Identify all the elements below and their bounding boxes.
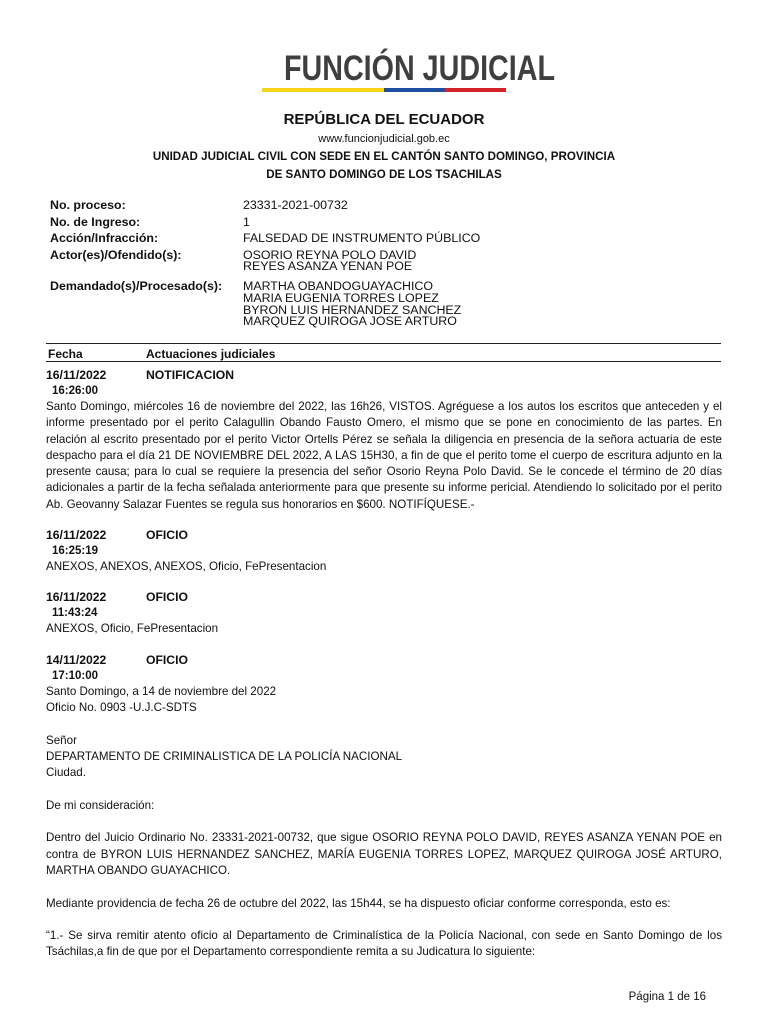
entry-type: OFICIO: [146, 652, 188, 667]
entry-header: [46, 368, 722, 383]
ingreso-value: 1: [243, 214, 250, 229]
demandado-name: BYRON LUIS HERNANDEZ SANCHEZ: [243, 302, 462, 317]
entry-body: [46, 559, 722, 575]
entry-type: OFICIO: [146, 528, 188, 543]
logo-text: FUNCIÓN JUDICIAL: [283, 49, 556, 88]
proceso-label: No. proceso:: [50, 198, 126, 212]
entry-paragraph: Oficio No. 0903 -U.J.C-SDTS: [46, 700, 197, 714]
funcion-judicial-logo: [262, 49, 556, 92]
republic-title: REPÚBLICA DEL ECUADOR: [283, 111, 485, 128]
col-actuaciones: Actuaciones judiciales: [146, 347, 276, 361]
entry-paragraph: Señor: [46, 733, 77, 747]
proceso-value: 23331-2021-00732: [243, 198, 348, 212]
flag-red: [445, 88, 506, 92]
entry-body: [46, 684, 722, 961]
entry-date: 16/11/2022: [46, 528, 107, 543]
page-number: Página 1 de 16: [628, 991, 706, 1003]
entry-date: 16/11/2022: [46, 368, 107, 382]
actuacion-entry: [46, 528, 722, 575]
actor-name: OSORIO REYNA POLO DAVID: [243, 247, 417, 262]
entry-time: 11:43:24: [52, 607, 98, 620]
website-url: www.funcionjudicial.gob.ec: [318, 133, 450, 145]
demandados-list: [243, 278, 461, 328]
actor-name: REYES ASANZA YENAN POE: [243, 259, 413, 274]
entry-paragraph: Santo Domingo, a 14 de noviembre del 2022: [46, 684, 277, 698]
entry-paragraph: De mi consideración:: [46, 798, 155, 812]
entry-header: [46, 590, 722, 605]
actor-row: [50, 247, 730, 274]
case-info: [50, 197, 730, 328]
entry-header: [46, 528, 722, 543]
entry-body: [46, 621, 722, 637]
actuacion-entry: [46, 590, 722, 637]
demandado-name: MARTHA OBANDOGUAYACHICO: [243, 279, 434, 294]
ingreso-label: No. de Ingreso:: [50, 214, 141, 229]
entry-time: 16:25:19: [52, 545, 99, 558]
flag-yellow: [262, 88, 384, 92]
entry-time: 17:10:00: [52, 669, 99, 682]
entry-paragraph: DEPARTAMENTO DE CRIMINALISTICA DE LA POLICÍA NACIONAL: [46, 749, 403, 763]
entry-paragraph: “1.- Se sirva remitir atento oficio al Departamento de Criminalística de la Policía Nacional, con sede en Santo Domingo de los Tsáchilas,a fin de que por el Departamento correspondiente remita a su Judicatura lo siguiente:: [46, 929, 722, 959]
demandado-row: [50, 278, 730, 328]
accion-label: Acción/Infracción:: [50, 231, 159, 245]
entry-header: [46, 653, 722, 668]
flag-stripe: [262, 88, 506, 92]
actors-list: [243, 247, 416, 274]
entry-paragraph: Dentro del Juicio Ordinario No. 23331-2021-00732, que sigue OSORIO REYNA POLO DAVID, REYES ASANZA YENAN POE en contra de BYRON LUIS HERNANDEZ SANCHEZ, MARÍA EUGENIA TORRES LOPEZ, MARQUEZ QUIROGA JOSÉ ARTURO, MARTHA OBANDO GUAYACHICO.: [46, 831, 722, 877]
actor-label: Actor(es)/Ofendido(s):: [50, 247, 182, 262]
proceso-row: [50, 197, 730, 214]
actuaciones-table-header: [46, 343, 721, 362]
entry-paragraph: ANEXOS, Oficio, FePresentacion: [46, 622, 219, 636]
actuacion-entry: [46, 368, 722, 513]
unit-line-1: UNIDAD JUDICIAL CIVIL CON SEDE EN EL CANTÓN SANTO DOMINGO, PROVINCIA: [152, 150, 616, 163]
actuaciones-list: [46, 368, 722, 976]
col-fecha: Fecha: [48, 347, 83, 361]
flag-blue: [384, 88, 445, 92]
unit-line-2: DE SANTO DOMINGO DE LOS TSACHILAS: [266, 168, 502, 181]
demandado-name: MARQUEZ QUIROGA JOSE ARTURO: [243, 314, 457, 329]
entry-type: OFICIO: [146, 590, 188, 605]
entry-time: 16:26:00: [52, 385, 99, 397]
entry-date: 14/11/2022: [46, 652, 107, 667]
demandado-name: MARIA EUGENIA TORRES LOPEZ: [243, 290, 439, 305]
accion-value: FALSEDAD DE INSTRUMENTO PÚBLICO: [243, 231, 481, 245]
entry-paragraph: Mediante providencia de fecha 26 de octubre del 2022, las 15h44, se ha dispuesto oficiar conforme corresponda, esto es:: [46, 896, 671, 910]
entry-paragraph: Ciudad.: [46, 766, 86, 780]
entry-type: NOTIFICACION: [146, 368, 235, 382]
entry-date: 16/11/2022: [46, 590, 107, 605]
entry-body: [46, 399, 722, 513]
ingreso-row: [50, 214, 730, 231]
entry-paragraph: ANEXOS, ANEXOS, ANEXOS, Oficio, FePresentacion: [46, 560, 327, 574]
actuacion-entry: [46, 653, 722, 961]
entry-paragraph: Santo Domingo, miércoles 16 de noviembre del 2022, las 16h26, VISTOS. Agréguese a los autos los escritos que anteceden y el informe presentado por el perito Calagullin Obando Fausto Omero, el mismo que se pone en conocimiento de las partes. En relación al escrito presentado por el perito Victor Ortells Pérez se señala la diligencia en presencia de la señora actuaria de este despacho para el día 21 DE NOVIEMBRE DEL 2022, A LAS 15H30, a fin de que el perito tome el cuerpo de escritura adjunto en la presente causa; para lo cual se requiere la presencia del señor Osorio Reyna Polo David. Se le concede el término de 20 días adicionales a partir de la fecha señalada anteriormente para que presente su informe pericial. Atendiendo lo solicitado por el perito Ab. Geovanny Salazar Fuentes se regula sus honorarios en $600. NOTIFÍQUESE.-: [46, 400, 722, 511]
accion-row: [50, 230, 730, 247]
demandado-label: Demandado(s)/Procesado(s):: [50, 279, 223, 294]
